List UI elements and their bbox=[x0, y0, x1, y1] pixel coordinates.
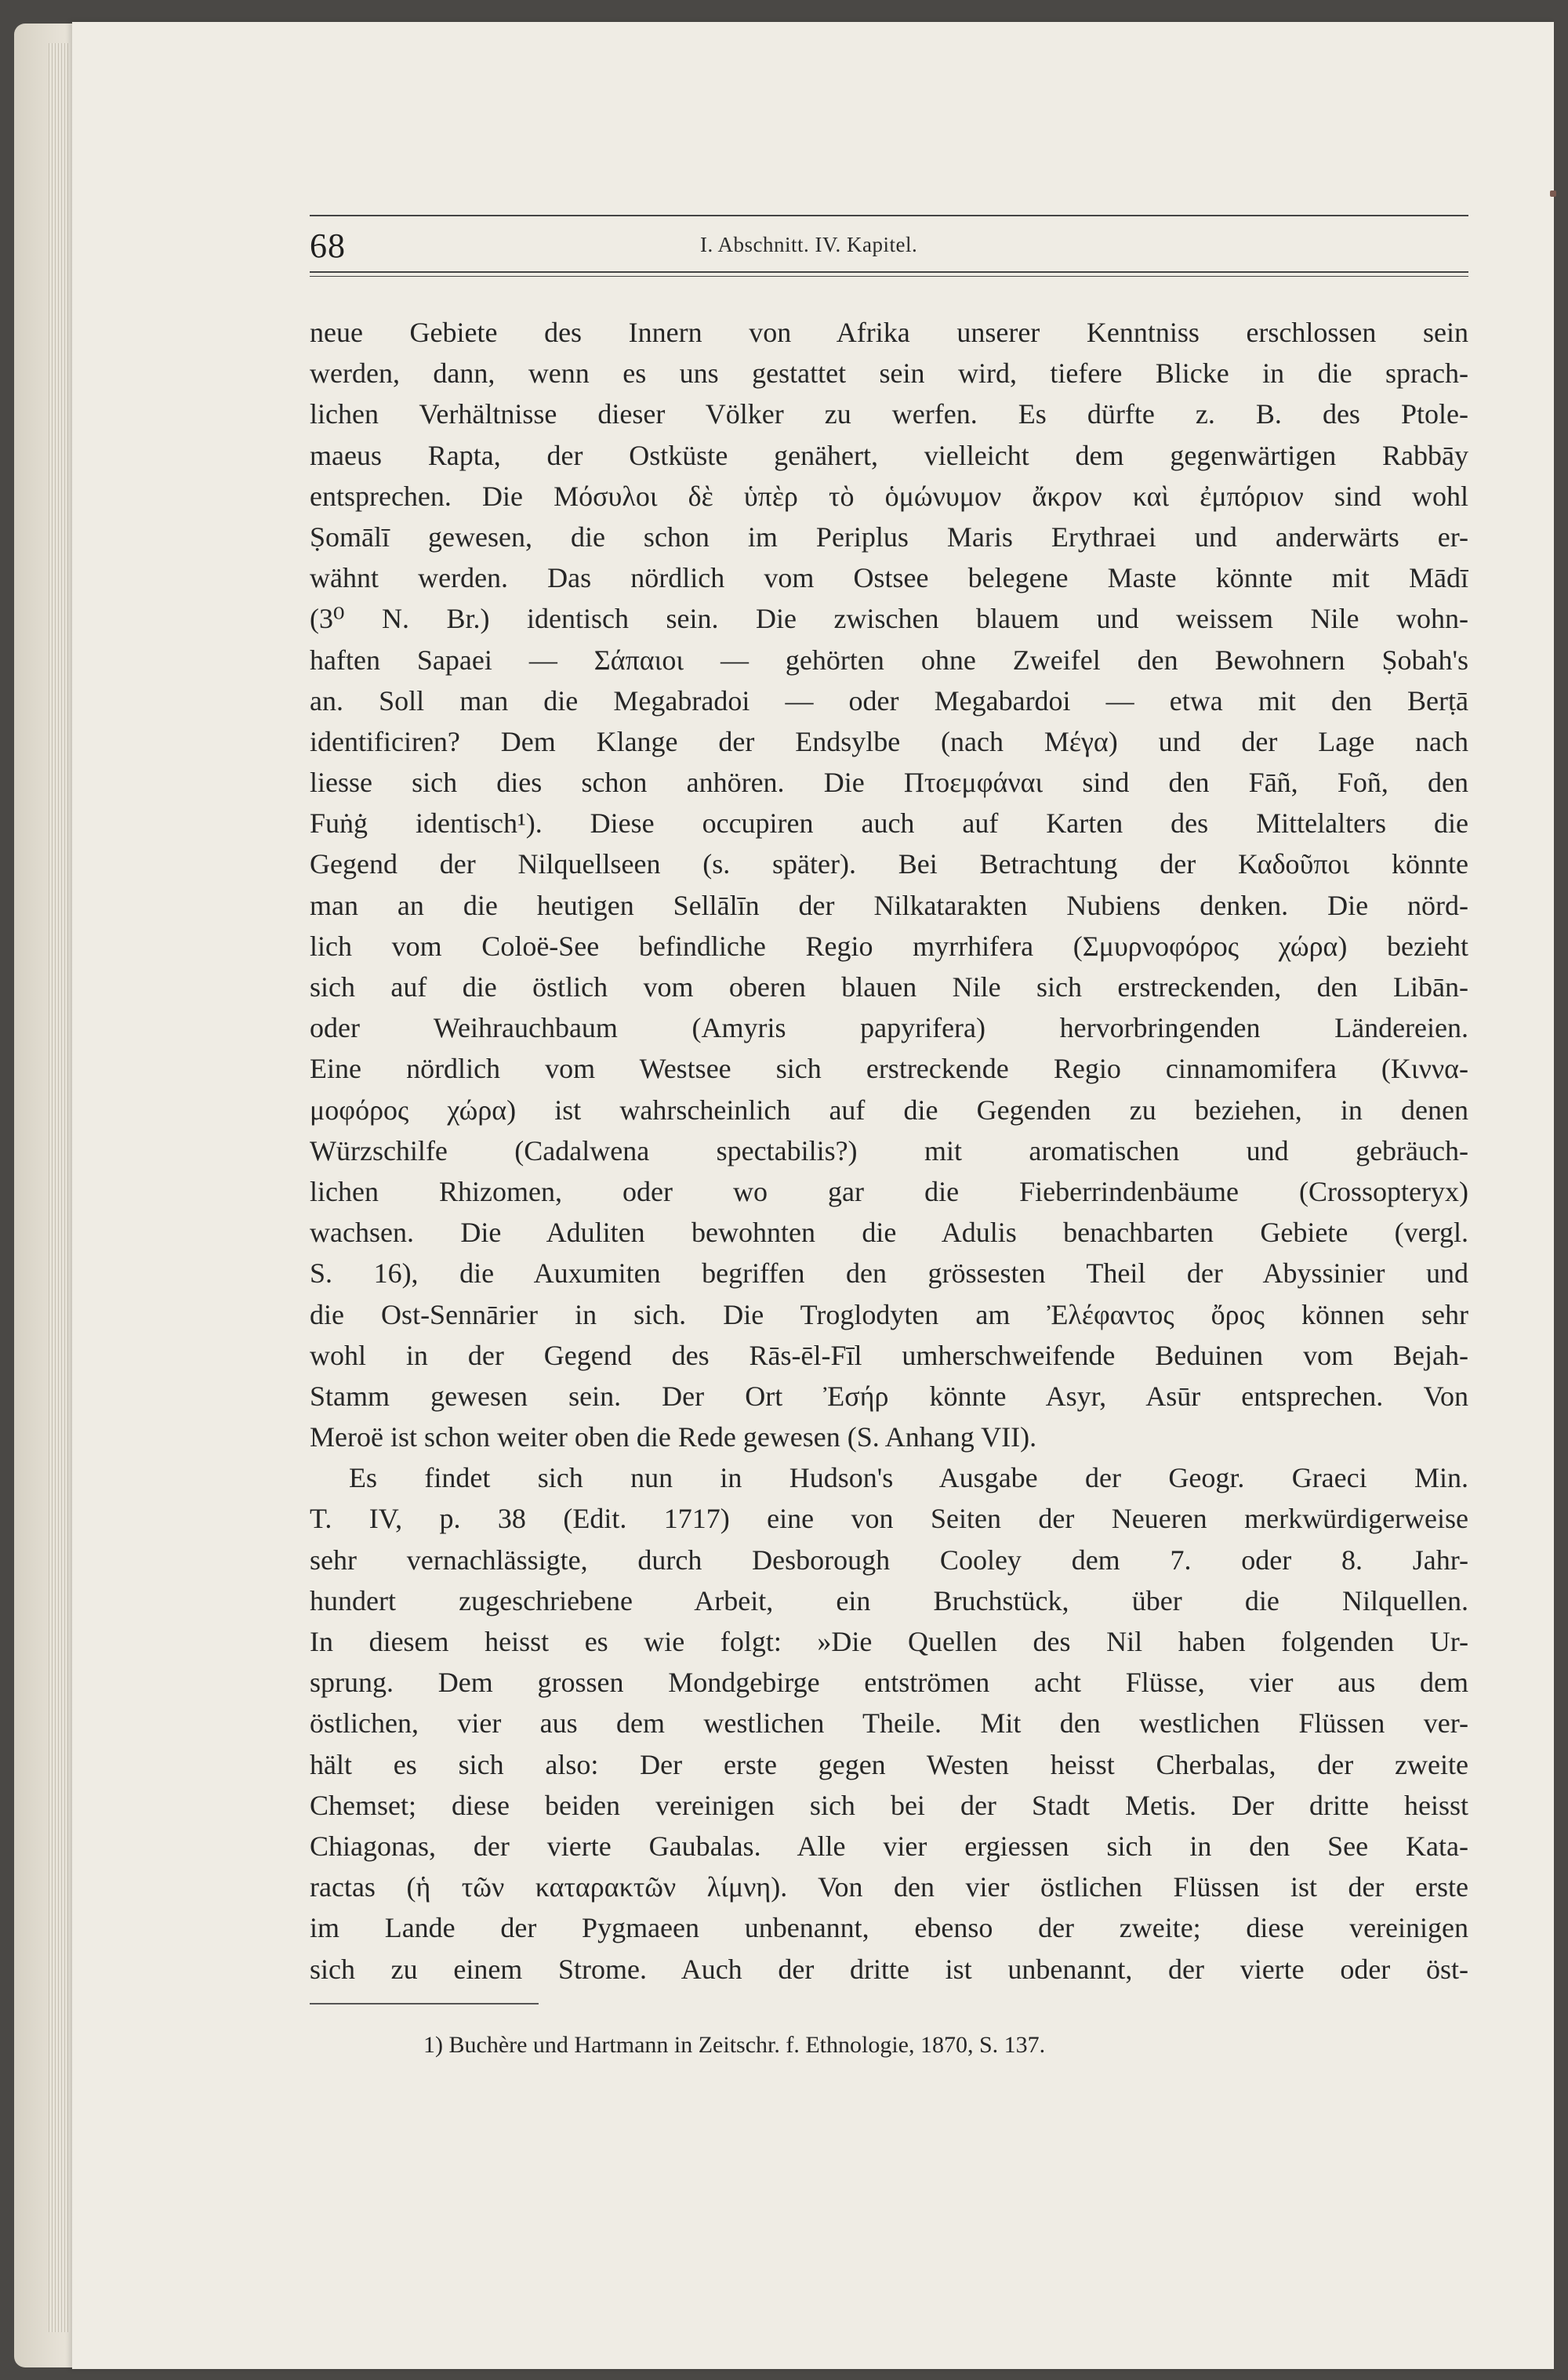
text-line: lichen Verhältnisse dieser Völker zu werfen. Es dürfte z. B. des Ptole- bbox=[310, 398, 1468, 430]
text-line: liesse sich dies schon anhören. Die Πτοεμφάναι sind den Fāñ, Foñ, den bbox=[310, 767, 1468, 799]
text-line: neue Gebiete des Innern von Afrika unserer Kenntniss erschlossen sein bbox=[310, 317, 1468, 348]
text-line: Chemset; diese beiden vereinigen sich bei der Stadt Metis. Der dritte heisst bbox=[310, 1789, 1468, 1821]
text-line: lich vom Coloë-See befindliche Regio myrrhifera (Σμυρνοφόρος χώρα) bezieht bbox=[310, 930, 1468, 962]
header-rule-top bbox=[310, 215, 1468, 216]
text-line: werden, dann, wenn es uns gestattet sein wird, tiefere Blicke in die sprach- bbox=[310, 357, 1468, 390]
page-number: 68 bbox=[310, 227, 346, 265]
text-line: oder Weihrauchbaum (Amyris papyrifera) hervorbringenden Ländereien. bbox=[310, 1012, 1468, 1044]
text-line: S. 16), die Auxumiten begriffen den grössesten Theil der Abyssinier und bbox=[310, 1257, 1468, 1290]
text-line: wachsen. Die Aduliten bewohnten die Adulis benachbarten Gebiete (vergl. bbox=[310, 1217, 1468, 1249]
text-line: sich zu einem Strome. Auch der dritte ist unbenannt, der vierte oder öst- bbox=[310, 1953, 1468, 1985]
text-line: entsprechen. Die Μόσυλοι δὲ ὑπὲρ τὸ ὁμώνυμον ἄκρον καὶ ἐμπόριον sind wohl bbox=[310, 480, 1468, 512]
text-line: sich auf die östlich vom oberen blauen Nile sich erstreckenden, den Libān- bbox=[310, 971, 1468, 1003]
text-line: In diesem heisst es wie folgt: »Die Quellen des Nil haben folgenden Ur- bbox=[310, 1626, 1468, 1657]
text-line: hält es sich also: Der erste gegen Westen heisst Cherbalas, der zweite bbox=[310, 1748, 1468, 1780]
footnote: 1) Buchère und Hartmann in Zeitschr. f. Ethnologie, 1870, S. 137. bbox=[423, 2032, 1046, 2058]
body-text bbox=[310, 312, 1468, 1990]
text-line: sehr vernachlässigte, durch Desborough Cooley dem 7. oder 8. Jahr- bbox=[310, 1544, 1468, 1576]
footnote-rule bbox=[310, 2003, 539, 2004]
ink-mark bbox=[1550, 190, 1556, 197]
text-line: maeus Rapta, der Ostküste genähert, vielleicht dem gegenwärtigen Rabbāy bbox=[310, 439, 1468, 471]
text-line: μοφόρος χώρα) ist wahrscheinlich auf die Gegenden zu beziehen, in denen bbox=[310, 1094, 1468, 1126]
header-rule-bottom bbox=[310, 271, 1468, 273]
text-line: Fuṅġ identisch¹). Diese occupiren auch auf Karten des Mittelalters die bbox=[310, 807, 1468, 840]
text-line: Eine nördlich vom Westsee sich erstreckende Regio cinnamomifera (Κιννα- bbox=[310, 1053, 1468, 1085]
text-line: Würzschilfe (Cadalwena spectabilis?) mit aromatischen und gebräuch- bbox=[310, 1134, 1468, 1166]
running-head: I. Abschnitt. IV. Kapitel. bbox=[700, 233, 918, 256]
text-line: (3⁰ N. Br.) identisch sein. Die zwischen blauem und weissem Nile wohn- bbox=[310, 603, 1468, 635]
text-line: identificiren? Dem Klange der Endsylbe (nach Μέγα) und der Lage nach bbox=[310, 725, 1468, 757]
text-line: haften Sapaei — Σάπαιοι — gehörten ohne Zweifel den Bewohnern Ṣobah's bbox=[310, 644, 1468, 676]
text-line: im Lande der Pygmaeen unbenannt, ebenso der zweite; diese vereinigen bbox=[310, 1912, 1468, 1944]
text-line: ractas (ἡ τῶν καταρακτῶν λίμνη). Von den vier östlichen Flüssen ist der erste bbox=[310, 1871, 1468, 1903]
text-line: an. Soll man die Megabradoi — oder Megabardoi — etwa mit den Berṭā bbox=[310, 684, 1468, 717]
text-line: hundert zugeschriebene Arbeit, ein Bruchstück, über die Nilquellen. bbox=[310, 1584, 1468, 1616]
page-stack-edges bbox=[49, 43, 71, 2332]
text-line: wähnt werden. Das nördlich vom Ostsee belegene Maste könnte mit Mādī bbox=[310, 562, 1468, 594]
text-line: Chiagonas, der vierte Gaubalas. Alle vier ergiessen sich in den See Kata- bbox=[310, 1830, 1468, 1862]
text-line: die Ost-Sennārier in sich. Die Troglodyten am Ἐλέφαντος ὄρος können sehr bbox=[310, 1298, 1468, 1330]
text-line: man an die heutigen Sellālīn der Nilkatarakten Nubiens denken. Die nörd- bbox=[310, 889, 1468, 921]
text-line: sprung. Dem grossen Mondgebirge entströmen acht Flüsse, vier aus dem bbox=[310, 1667, 1468, 1699]
page-header bbox=[310, 198, 1468, 276]
text-line: Gegend der Nilquellseen (s. später). Bei Betrachtung der Καδοῦποι könnte bbox=[310, 848, 1468, 880]
text-line: Meroë ist schon weiter oben die Rede gewesen (S. Anhang VII). bbox=[310, 1421, 1037, 1453]
text-line: Stamm gewesen sein. Der Ort Ἐσήρ könnte Asyr, Asūr entsprechen. Von bbox=[310, 1380, 1468, 1412]
text-line: lichen Rhizomen, oder wo gar die Fieberrindenbäume (Crossopteryx) bbox=[310, 1175, 1468, 1207]
text-line: Es findet sich nun in Hudson's Ausgabe der Geogr. Graeci Min. bbox=[349, 1462, 1468, 1494]
text-line: östlichen, vier aus dem westlichen Theile. Mit den westlichen Flüssen ver- bbox=[310, 1707, 1468, 1740]
text-line: wohl in der Gegend des Rās-ēl-Fīl umherschweifende Beduinen vom Bejah- bbox=[310, 1339, 1468, 1371]
text-line: Ṣomālī gewesen, die schon im Periplus Maris Erythraei und anderwärts er- bbox=[310, 521, 1468, 553]
header-rule-bottom-thin bbox=[310, 276, 1468, 277]
text-line: T. IV, p. 38 (Edit. 1717) eine von Seiten der Neueren merkwürdigerweise bbox=[310, 1503, 1468, 1535]
